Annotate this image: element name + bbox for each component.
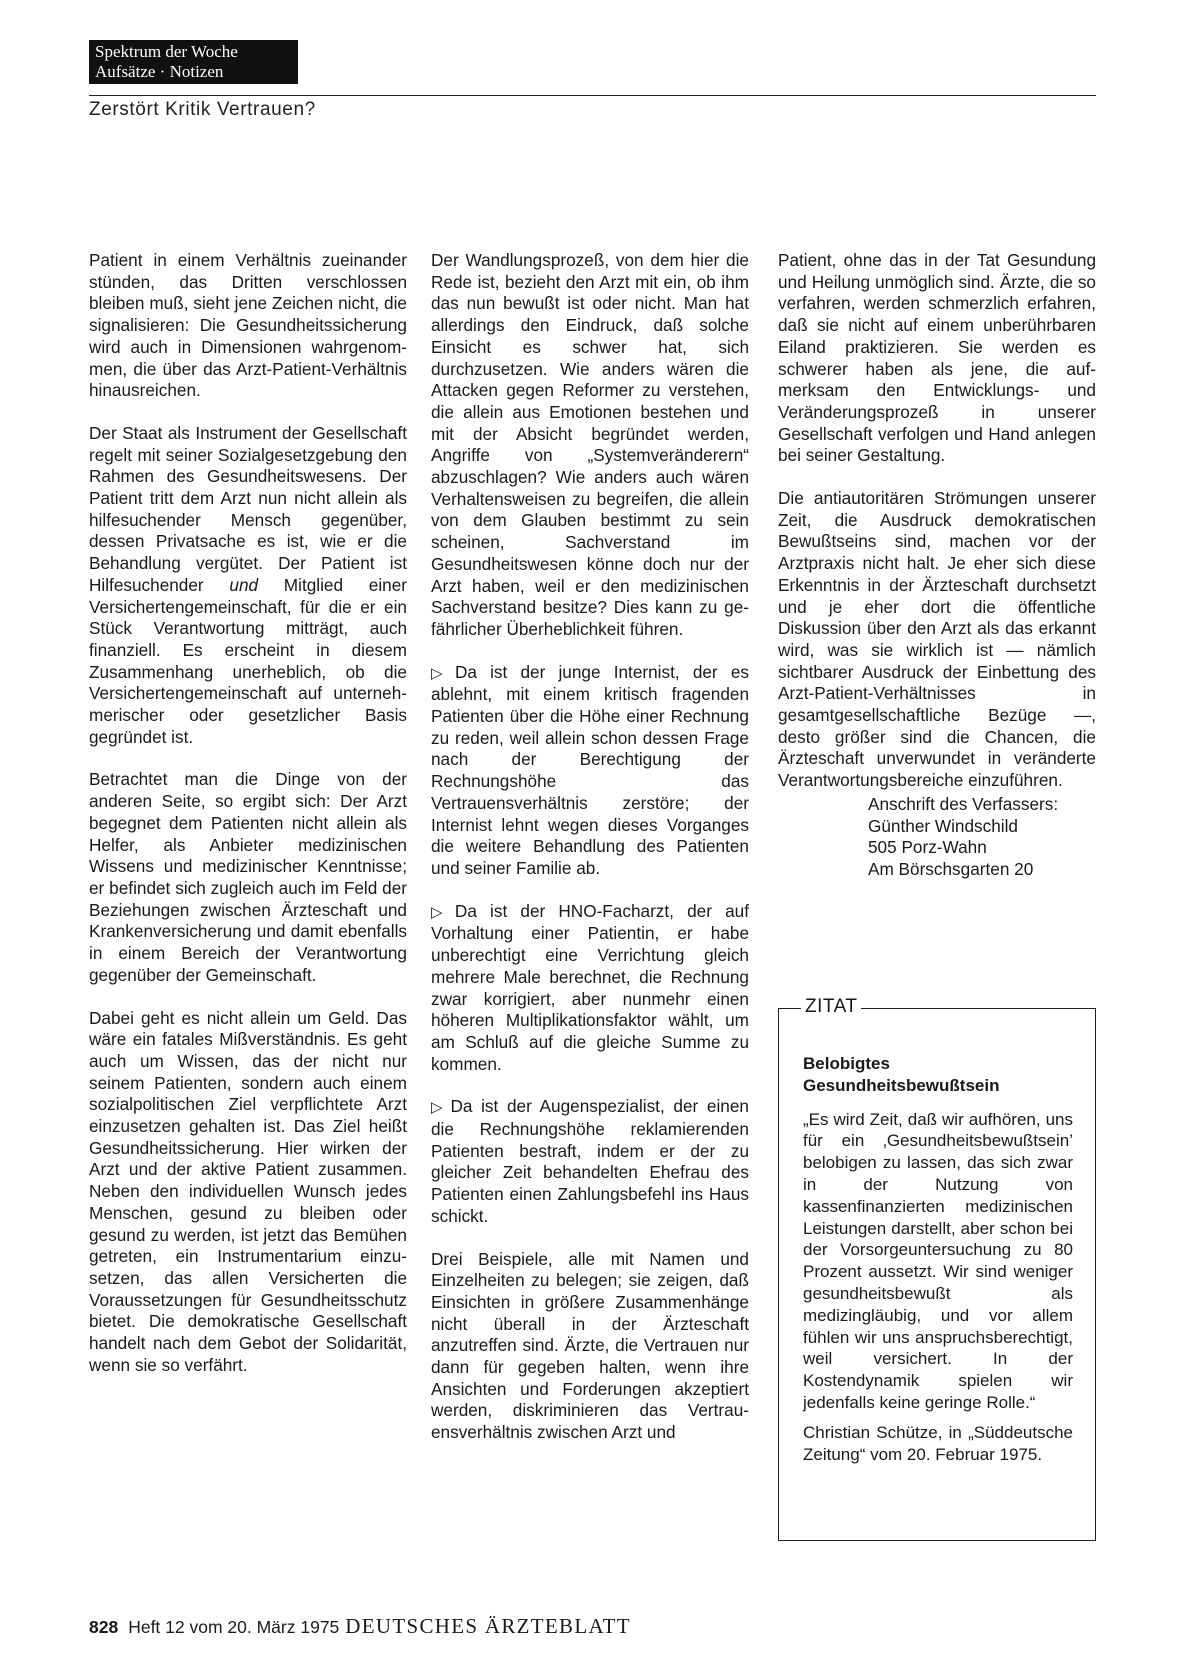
- section-header-line1: Spektrum der Woche: [95, 42, 238, 61]
- address-street: Am Börschsgarten 20: [868, 858, 1034, 879]
- triangle-bullet-icon: ▷: [431, 903, 451, 921]
- quote-heading: Belobigtes Gesundheitsbewußtsein: [803, 1054, 1000, 1095]
- quote-box-label: ZITAT: [801, 997, 861, 1017]
- header-rule: [89, 95, 1096, 96]
- paragraph-text: Da ist der junge Internist, der es ablehnt, mit einem kritisch fragenden Patienten über die Höhe einer Rechnung zu reden, weil allein schon dessen Frage nach der Berechtigung der Rechnungshöhe das Vertrauensverhältnis zerstöre; der Internist lehnt wegen dieses Vorganges die weitere Behandlung des Patienten und seiner Familie ab.: [431, 661, 749, 878]
- quote-box-content: [803, 1053, 1073, 1465]
- author-address: [868, 794, 1096, 881]
- paragraph: Betrachtet man die Dinge von der anderen Seite, so ergibt sich: Der Arzt begegnet dem Patienten nicht allein als Helfer, als Anbieter medizinischen Wissens und medizinischer Kenntnisse; er befindet sich zugleich auch im Feld der Beziehungen zwischen Ärzteschaft und Krankenversicherung und damit ebenfalls in einem Bereich der Verantwortung gegenüber der Gemeinschaft.: [89, 769, 407, 985]
- paragraph-text: Da ist der Augenspezialist, der einen die Rechnungshöhe reklamierenden Patienten bestraft, indem er der zu gleicher Zeit behandelten Ehefrau des Patienten einen Zahlungsbefehl ins Haus schickt.: [431, 1096, 749, 1226]
- text-column-2: [431, 250, 749, 1465]
- section-header-line2: Aufsätze · Notizen: [95, 62, 224, 81]
- paragraph: Der Staat als Instrument der Gesellschaft regelt mit seiner Sozialgesetzgebung den Rahmen des Gesundheitswesens. Der Patient tritt dem Arzt nun nicht allein als hilfesuchender Mensch gegenüber, dessen Privatsache es ist, wie er die Behandlung vergütet. Der Patient ist Hilfesuchender und Mitglied einer Versichertengemeinschaft, für die er ein Stück Verantwortung mitträgt, auch finanziell. Es erscheint in diesem Zusammenhang unerheblich, ob die Versichertengemeinschaft auf unternehmerischer oder gesetzlicher Basis gegründet ist.: [89, 422, 407, 747]
- triangle-bullet-icon: ▷: [431, 664, 451, 682]
- paragraph: Die antiautoritären Strömungen unserer Zeit, die Ausdruck demokratischen Bewußtseins sind, machen vor der Arztpraxis nicht halt. Je eher sich diese Erkenntnis in der Ärzteschaft durchsetzt und je eher dort die öffentliche Diskussion über den Arzt als das erkannt wird, was sie wirklich ist — nämlich sichtbarer Ausdruck der Einbettung des Arzt-Patient-Verhältnisses in gesamtgesellschaftliche Bezüge —, desto größer sind die Chancen, die Ärzteschaft unverwundet in veränderte Verantwortungsbereiche einzuführen.: [778, 488, 1096, 791]
- quote-source: Christian Schütze, in „Süddeutsche Zeitung“ vom 20. Februar 1975.: [803, 1422, 1073, 1464]
- paragraph: Drei Beispiele, alle mit Namen und Einzelheiten zu belegen; sie zeigen, daß Einsichten in größere Zusammenhänge nicht überall in der Ärzteschaft anzutreffen sind. Ärzte, die Vertrauen nur dann für gegeben halten, wenn ihre Ansichten und Forderungen akzeptiert werden, diskriminieren das Vertrauensverhältnis zwischen Arzt und: [431, 1248, 749, 1443]
- issue-info: Heft 12 vom 20. März 1975: [128, 1617, 340, 1637]
- journal-name: DEUTSCHES ÄRZTEBLATT: [345, 1614, 631, 1638]
- address-city: 505 Porz-Wahn: [868, 837, 987, 858]
- address-label: Anschrift des Verfassers:: [868, 793, 1059, 814]
- quote-text: „Es wird Zeit, daß wir aufhören, uns für ein ‚Gesundheitsbewußtsein’ belobigen zu lassen, das sich zwar in der Nutzung von kassenfinanzierten medizinischen Leistungen darstellt, aber schon bei der Vorsorgeuntersuchung zu 80 Prozent aussetzt. Wir sind weniger gesundheitsbewußt als medizingläubig, und vor allem fühlen wir uns anspruchsberechtigt, weil versichert. In der Kostendynamik spielen wir jedenfalls keine geringe Rolle.“: [803, 1109, 1073, 1412]
- text-column-3: [778, 250, 1096, 881]
- page-number: 828: [89, 1617, 119, 1637]
- paragraph: Dabei geht es nicht allein um Geld. Das wäre ein fatales Mißverständnis. Es geht auch um Wissen, das der nicht nur seinem Patienten, sondern auch einem sozialpolitischen Ziel verpflichtete Arzt einzusetzen gehalten ist. Das Ziel heißt Gesundheitssicherung. Hier wirken der Arzt und der aktive Patient zusammen. Neben den individuellen Wunsch jedes Menschen, gesund zu bleiben oder gesund zu werden, ist jetzt das Bemühen getreten, ein Instrumentarium einzusetzen, das allen Versicherten die Voraussetzungen für Gesundheitsschutz bietet. Die demokratische Gesellschaft handelt nach dem Gebot der Solidarität, wenn sie so verfährt.: [89, 1007, 407, 1375]
- paragraph: Patient in einem Verhältnis zueinander stünden, das Dritten verschlossen bleiben muß, sieht jene Zeichen nicht, die signalisieren: Die Gesundheitssicherung wird auch in Dimensionen wahrgenommen, die über das Arzt-Patient-Verhältnis hinausreichen.: [89, 250, 407, 401]
- paragraph: Der Wandlungsprozeß, von dem hier die Rede ist, bezieht den Arzt mit ein, ob ihm das nun bewußt ist oder nicht. Man hat allerdings den Eindruck, daß solche Einsicht es schwer hat, sich durchzusetzen. Wie anders wären die Attacken gegen Reformer zu verstehen, die allein aus Emotionen bestehen und mit der Absicht begründet werden, Angriffe von „Systemveränderern“ abzuschlagen? Wie anders auch wären Verhaltensweisen zu begreifen, die allein von dem Glauben bestimmt zu sein scheinen, Sachverstand im Gesundheitswesen könne doch nur der Arzt haben, weil er den medizinischen Sachverstand besitze? Dies kann zu gefährlicher Überheblichkeit führen.: [431, 250, 749, 639]
- quote-box: [778, 996, 1096, 1541]
- paragraph-text: Da ist der HNO-Facharzt, der auf Vorhaltung einer Patientin, er habe unberechtigt eine Verrichtung gleich mehrere Male berechnet, die Rechnung zwar korrigiert, aber nunmehr einen höheren Multiplikationsfaktor wählt, um am Schluß auf die gleiche Summe zu kommen.: [431, 900, 749, 1074]
- section-header: [89, 40, 298, 84]
- paragraph-example-3: [431, 1096, 749, 1227]
- article-title: Zerstört Kritik Vertrauen?: [89, 99, 316, 120]
- page-footer: [89, 1614, 631, 1639]
- paragraph-example-2: [431, 901, 749, 1076]
- text-column-1: [89, 250, 407, 1397]
- paragraph: Patient, ohne das in der Tat Gesundung und Heilung unmöglich sind. Ärzte, die so verfahren, werden schmerzlich erfahren, daß sie nicht auf einem unberührbaren Eiland praktizieren. Sie werden es schwerer haben als jene, die aufmerksam den Entwicklungs- und Veränderungsprozeß in unserer Gesellschaft verfolgen und Hand anlegen bei seiner Gestaltung.: [778, 250, 1096, 466]
- author-name: Günther Windschild: [868, 815, 1018, 836]
- paragraph-example-1: [431, 662, 749, 880]
- triangle-bullet-icon: ▷: [431, 1099, 447, 1117]
